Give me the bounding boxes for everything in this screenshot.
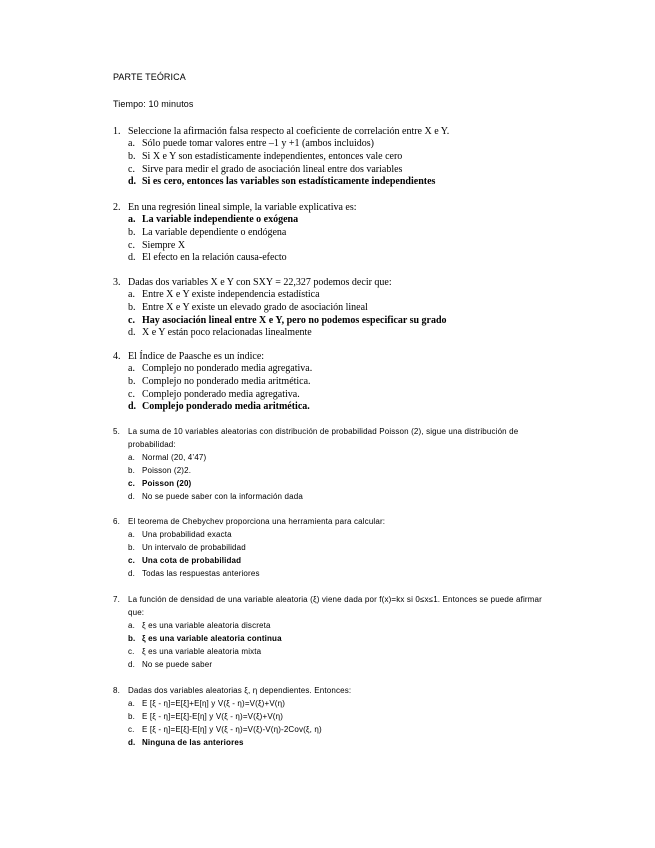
question-text: El Índice de Paasche es un índice: [128,351,265,362]
option-text: Una cota de probabilidad [142,555,242,565]
option-text: Entre X e Y existe independencia estadística [142,289,320,301]
option-label: d. [128,252,136,264]
option-b [113,302,553,315]
option-label: d. [128,491,135,501]
option-label: a. [128,452,135,462]
option-a [113,529,553,542]
question-1 [113,126,553,189]
option-label: a. [128,529,135,539]
option-a [113,452,553,465]
option-text: El efecto en la relación causa-efecto [142,252,287,264]
option-a [113,363,553,376]
option-c-correct [113,478,553,491]
option-text: Siempre X [142,239,186,251]
option-b [113,711,553,724]
question-number: 2. [113,202,121,213]
option-text: Complejo ponderado media aritmética. [142,401,310,413]
option-text: X e Y están poco relacionadas linealmente [142,327,312,339]
option-b [113,151,553,164]
option-text: Si X e Y son estadísticamente independientes, entonces vale cero [142,151,403,162]
option-b [113,542,553,555]
option-a-correct [113,214,553,227]
option-a [113,698,553,711]
option-c [113,724,553,737]
option-label: c. [128,646,135,656]
question-number: 8. [113,686,120,695]
option-label: b. [128,633,136,643]
question-5 [113,426,553,503]
question-number: 6. [113,517,120,526]
option-label: c. [128,314,135,326]
question-text: Dadas dos variables aleatorias ξ, η dependientes. Entonces: [128,686,352,695]
option-text: Entre X e Y existe un elevado grado de asociación lineal [142,302,368,313]
option-text: Complejo no ponderado media aritmética. [142,376,311,387]
option-text: Complejo ponderado media agregativa. [142,388,300,400]
option-label: a. [128,620,135,630]
option-d [113,252,553,265]
option-label: d. [128,737,136,747]
option-d-correct [113,737,553,750]
option-text: Ninguna de las anteriores [142,737,244,747]
option-label: b. [128,711,135,721]
option-text: E [ξ - η]=E[ξ]-E[η] y V(ξ - η)=V(ξ)-V(η)-2Cov(ξ, η) [142,724,322,734]
question-7 [113,594,553,671]
question-number: 7. [113,595,120,604]
question-8 [113,685,553,750]
option-label: d. [128,401,137,413]
question-number: 5. [113,427,120,436]
question-text: La suma de 10 variables aleatorias con distribución de probabilidad Poisson (2), sigue una distribución de probabilidad: [128,427,519,449]
question-text: En una regresión lineal simple, la variable explicativa es: [128,202,357,213]
option-c-correct [113,555,553,568]
option-label: c. [128,388,135,400]
option-label: b. [128,302,136,313]
question-text: Dadas dos variables X e Y con SXY = 22,327 podemos decir que: [128,277,392,288]
option-label: b. [128,465,135,475]
option-text: Hay asociación lineal entre X e Y, pero no podemos especificar su grado [142,314,447,326]
option-text: Complejo no ponderado media agregativa. [142,363,313,375]
time-limit: Tiempo: 10 minutos [113,99,194,109]
option-d-correct [113,401,553,414]
option-text: Una probabilidad exacta [142,529,232,539]
option-b [113,376,553,389]
option-d [113,491,553,504]
option-c [113,646,553,659]
option-label: b. [128,376,136,387]
question-number: 4. [113,351,121,362]
option-label: d. [128,327,136,339]
option-c [113,240,553,253]
option-text: ξ es una variable aleatoria mixta [142,646,262,656]
option-label: a. [128,214,136,226]
option-label: a. [128,289,135,301]
option-text: ξ es una variable aleatoria continua [142,633,282,643]
option-d [113,659,553,672]
option-label: b. [128,542,135,552]
option-label: d. [128,176,137,188]
option-label: c. [128,163,135,175]
question-text: Seleccione la afirmación falsa respecto al coeficiente de correlación entre X e Y. [128,126,450,137]
option-text: ξ es una variable aleatoria discreta [142,620,271,630]
option-label: a. [128,138,135,150]
option-label: b. [128,227,136,238]
option-label: b. [128,151,136,162]
option-label: c. [128,724,135,734]
option-text: Si es cero, entonces las variables son estadísticamente independientes [142,176,436,188]
option-text: Poisson (20) [142,478,192,488]
option-label: c. [128,478,135,488]
option-text: Sólo puede tomar valores entre –1 y +1 (ambos incluidos) [142,138,374,150]
option-text: No se puede saber con la información dada [142,491,303,501]
option-text: La variable dependiente o endógena [142,227,287,238]
option-d-correct [113,176,553,189]
option-label: c. [128,555,135,565]
option-label: d. [128,659,135,669]
option-a [113,620,553,633]
option-text: E [ξ - η]=E[ξ]-E[η] y V(ξ - η)=V(ξ)+V(η) [142,711,284,721]
option-label: a. [128,698,135,708]
question-4 [113,351,553,414]
option-text: Poisson (2)2. [142,465,192,475]
option-label: d. [128,568,135,578]
option-label: a. [128,363,135,375]
option-b [113,227,553,240]
option-text: Un intervalo de probabilidad [142,542,246,552]
option-text: E [ξ - η]=E[ξ]+E[η] y V(ξ - η)=V(ξ)+V(η) [142,698,286,708]
option-text: No se puede saber [142,659,213,669]
option-a [113,138,553,151]
option-text: La variable independiente o exógena [142,214,299,226]
option-c [113,389,553,402]
option-text: Normal (20, 4’47) [142,452,207,462]
question-number: 3. [113,277,121,288]
question-2 [113,202,553,265]
option-d [113,568,553,581]
option-c [113,164,553,177]
option-b-correct [113,633,553,646]
question-3 [113,277,553,340]
section-title: PARTE TEÓRICA [113,72,186,82]
option-c-correct [113,315,553,328]
question-text: La función de densidad de una variable aleatoria (ξ) viene dada por f(x)=kx si 0≤x≤1. Entonces se puede afirmar que: [128,595,542,617]
question-number: 1. [113,126,121,137]
option-text: Todas las respuestas anteriores [142,568,260,578]
question-text: El teorema de Chebychev proporciona una herramienta para calcular: [128,517,386,526]
option-text: Sirve para medir el grado de asociación lineal entre dos variables [142,163,403,175]
option-d [113,327,553,340]
option-label: c. [128,239,135,251]
option-b [113,465,553,478]
question-6 [113,516,553,581]
option-a [113,289,553,302]
